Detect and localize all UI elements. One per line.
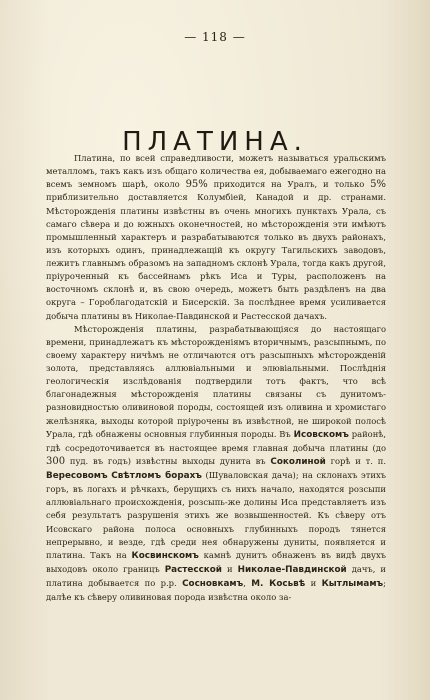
text-run: горѣ и т. п. xyxy=(325,455,386,466)
place-name: М. Косьвѣ xyxy=(251,579,306,589)
text-run: камнѣ дунитъ обнаженъ въ видѣ двухъ выходовъ около границъ xyxy=(46,549,386,574)
text-run: дачъ, и платина добывается по р.р. xyxy=(46,563,386,588)
text-run: приблизительно доставляется Колумбіей, Канадой и др. странами. Мѣсторожденія платины извѣстны въ очень многихъ пунктахъ Урала, съ самаго сѣвера и до южныхъ оконечностей, но мѣсторожденія эти имѣютъ промышленный характеръ и разрабатываются только въ двухъ районахъ, изъ которыхъ одинъ, принадлежащій къ округу Тагильскихъ заводовъ, лежитъ главнымъ образомъ на западномъ склонѣ Урала, тогда какъ другой, пріуроченный къ бассейнамъ рѣкъ Иса и Туры, расположенъ на восточномъ склонѣ и, въ свою очередь, можетъ быть раздѣленъ на два округа – Гороблагодатскій и Бисерскій. За послѣднее время усиливается добыча платины въ Николае-Павдинской и Растесской дачахъ. xyxy=(46,192,386,321)
place-name: Исовскомъ xyxy=(293,429,349,440)
number-text: 95% xyxy=(185,179,208,191)
text-run: пуд. въ годъ) извѣстны выходы дунита въ xyxy=(65,455,271,466)
text-run: , xyxy=(243,578,252,588)
place-name: Сосновкамъ xyxy=(182,579,244,589)
page-number: — 118 — xyxy=(184,30,246,44)
place-name: Свѣтломъ борахъ xyxy=(111,471,202,481)
text-run: ; далѣе къ сѣверу оливиновая порода извѣстна около за- xyxy=(46,578,386,603)
place-name: Николае-Павдинской xyxy=(237,564,347,575)
paragraph xyxy=(46,152,386,323)
place-name: Косвинскомъ xyxy=(131,550,199,561)
place-name: Вересовомъ xyxy=(46,471,108,481)
place-name: Соколиной xyxy=(270,456,326,467)
text-run: Платина, по всей справедливости, можетъ называться уральскимъ металломъ, такъ какъ изъ общаго количества ея, добываемаго ежегодно на всемъ земномъ шарѣ, около xyxy=(46,153,386,190)
text-run: и xyxy=(305,578,322,588)
place-name: Растесской xyxy=(164,564,222,575)
place-name: Кытлымамъ xyxy=(321,579,384,589)
text-run: приходится на Уралъ, и только xyxy=(207,179,371,190)
text-run: Мѣсторожденія платины, разрабатывающіяся до настоящаго времени, принадлежатъ къ мѣсторожденіямъ вторичнымъ, разсыпнымъ, по своему характеру ничѣмъ не отличаются отъ разсыпныхъ мѣсторожденій золота, представляясь аллювіальными и элювіальными. Послѣднія геологическія изслѣдованія подтвердили тотъ фактъ, что всѣ благонадежныя мѣсторожденія платины связаны съ дунитомъ-разновидностью оливиновой породы, состоящей изъ оливина и хромистаго желѣзняка, выходы которой пріурочены въ извѣстной, не широкой полосѣ Урала, гдѣ обнажены основныя глубинныя породы. Въ xyxy=(46,323,386,439)
text-run: (Шуваловская дача); на склонахъ этихъ горъ, въ логахъ и рѣчкахъ, берущихъ съ нихъ начало, находятся розсыпи аллювіальнаго происхожденія, розсыпь-же долины Иса представляетъ изъ себя результатъ разрушенія этихъ же возвышенностей. Къ сѣверу отъ Исовскаго района полоса основныхъ глубинныхъ породъ тянется непрерывно, и везде, гдѣ среди нея обнаружены дуниты, появляется и платина. Такъ на xyxy=(46,470,386,560)
text-run: и xyxy=(221,563,238,574)
article-body xyxy=(46,152,386,604)
number-text: 300 xyxy=(46,455,66,467)
paragraph xyxy=(46,323,386,605)
text-run: районѣ, гдѣ сосредоточивается въ настоящее время главная добыча платины (до xyxy=(46,428,387,453)
number-text: 5% xyxy=(370,179,386,191)
page-title: ПЛАТИНА. xyxy=(122,127,308,158)
